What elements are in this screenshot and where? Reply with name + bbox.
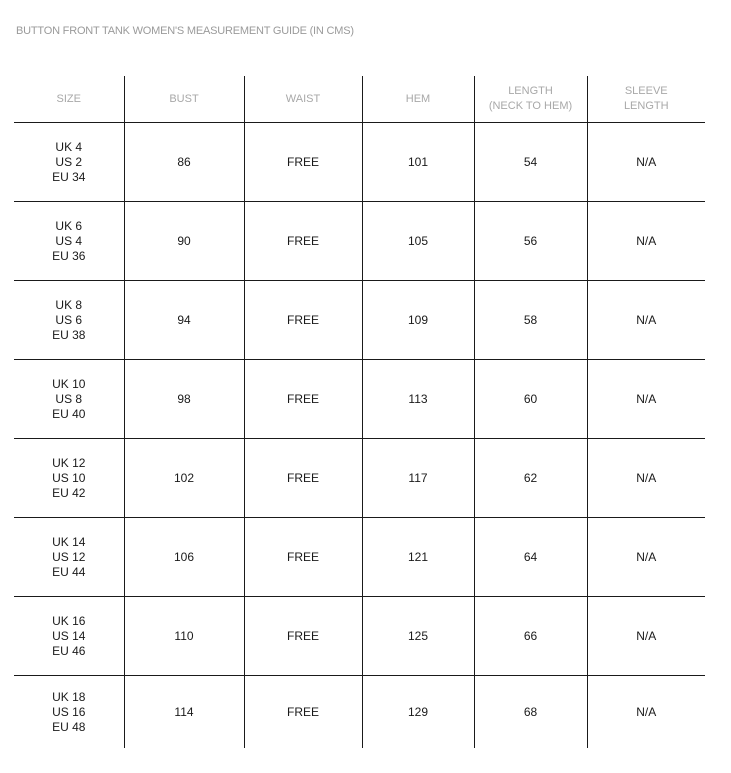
table-row	[14, 518, 705, 597]
size-cell: UK 14 US 12 EU 44	[14, 518, 124, 597]
hem-cell: 117	[362, 439, 474, 518]
length-cell: 56	[474, 202, 587, 281]
table-row	[14, 281, 705, 360]
bust-cell: 94	[124, 281, 244, 360]
sleeve-cell: N/A	[587, 676, 705, 749]
hem-cell: 109	[362, 281, 474, 360]
waist-cell: FREE	[244, 281, 362, 360]
hem-cell: 101	[362, 123, 474, 202]
header-sleeve-length: SLEEVE LENGTH	[587, 76, 705, 123]
sleeve-cell: N/A	[587, 597, 705, 676]
table-row	[14, 676, 705, 749]
length-cell: 62	[474, 439, 587, 518]
sleeve-cell: N/A	[587, 123, 705, 202]
table-row	[14, 597, 705, 676]
bust-cell: 98	[124, 360, 244, 439]
sleeve-cell: N/A	[587, 360, 705, 439]
hem-cell: 121	[362, 518, 474, 597]
bust-cell: 110	[124, 597, 244, 676]
hem-cell: 125	[362, 597, 474, 676]
waist-cell: FREE	[244, 123, 362, 202]
header-bust: BUST	[124, 76, 244, 123]
header-size: SIZE	[14, 76, 124, 123]
header-hem: HEM	[362, 76, 474, 123]
size-cell: UK 4 US 2 EU 34	[14, 123, 124, 202]
bust-cell: 86	[124, 123, 244, 202]
length-cell: 54	[474, 123, 587, 202]
header-waist: WAIST	[244, 76, 362, 123]
table-row	[14, 439, 705, 518]
header-length: LENGTH (NECK TO HEM)	[474, 76, 587, 123]
hem-cell: 129	[362, 676, 474, 749]
sleeve-cell: N/A	[587, 202, 705, 281]
bust-cell: 90	[124, 202, 244, 281]
size-cell: UK 10 US 8 EU 40	[14, 360, 124, 439]
size-cell: UK 16 US 14 EU 46	[14, 597, 124, 676]
bust-cell: 114	[124, 676, 244, 749]
size-cell: UK 6 US 4 EU 36	[14, 202, 124, 281]
waist-cell: FREE	[244, 676, 362, 749]
page-title: BUTTON FRONT TANK WOMEN'S MEASUREMENT GUIDE (IN CMS)	[16, 25, 354, 37]
table-header-row	[14, 76, 705, 123]
table-row	[14, 123, 705, 202]
length-cell: 68	[474, 676, 587, 749]
sleeve-cell: N/A	[587, 439, 705, 518]
length-cell: 58	[474, 281, 587, 360]
bust-cell: 102	[124, 439, 244, 518]
hem-cell: 113	[362, 360, 474, 439]
length-cell: 66	[474, 597, 587, 676]
waist-cell: FREE	[244, 439, 362, 518]
sleeve-cell: N/A	[587, 281, 705, 360]
waist-cell: FREE	[244, 518, 362, 597]
size-cell: UK 12 US 10 EU 42	[14, 439, 124, 518]
measurement-table	[14, 76, 705, 748]
bust-cell: 106	[124, 518, 244, 597]
waist-cell: FREE	[244, 202, 362, 281]
size-cell: UK 8 US 6 EU 38	[14, 281, 124, 360]
table-row	[14, 360, 705, 439]
table-row	[14, 202, 705, 281]
length-cell: 60	[474, 360, 587, 439]
waist-cell: FREE	[244, 360, 362, 439]
hem-cell: 105	[362, 202, 474, 281]
length-cell: 64	[474, 518, 587, 597]
size-cell: UK 18 US 16 EU 48	[52, 689, 86, 734]
waist-cell: FREE	[244, 597, 362, 676]
sleeve-cell: N/A	[587, 518, 705, 597]
